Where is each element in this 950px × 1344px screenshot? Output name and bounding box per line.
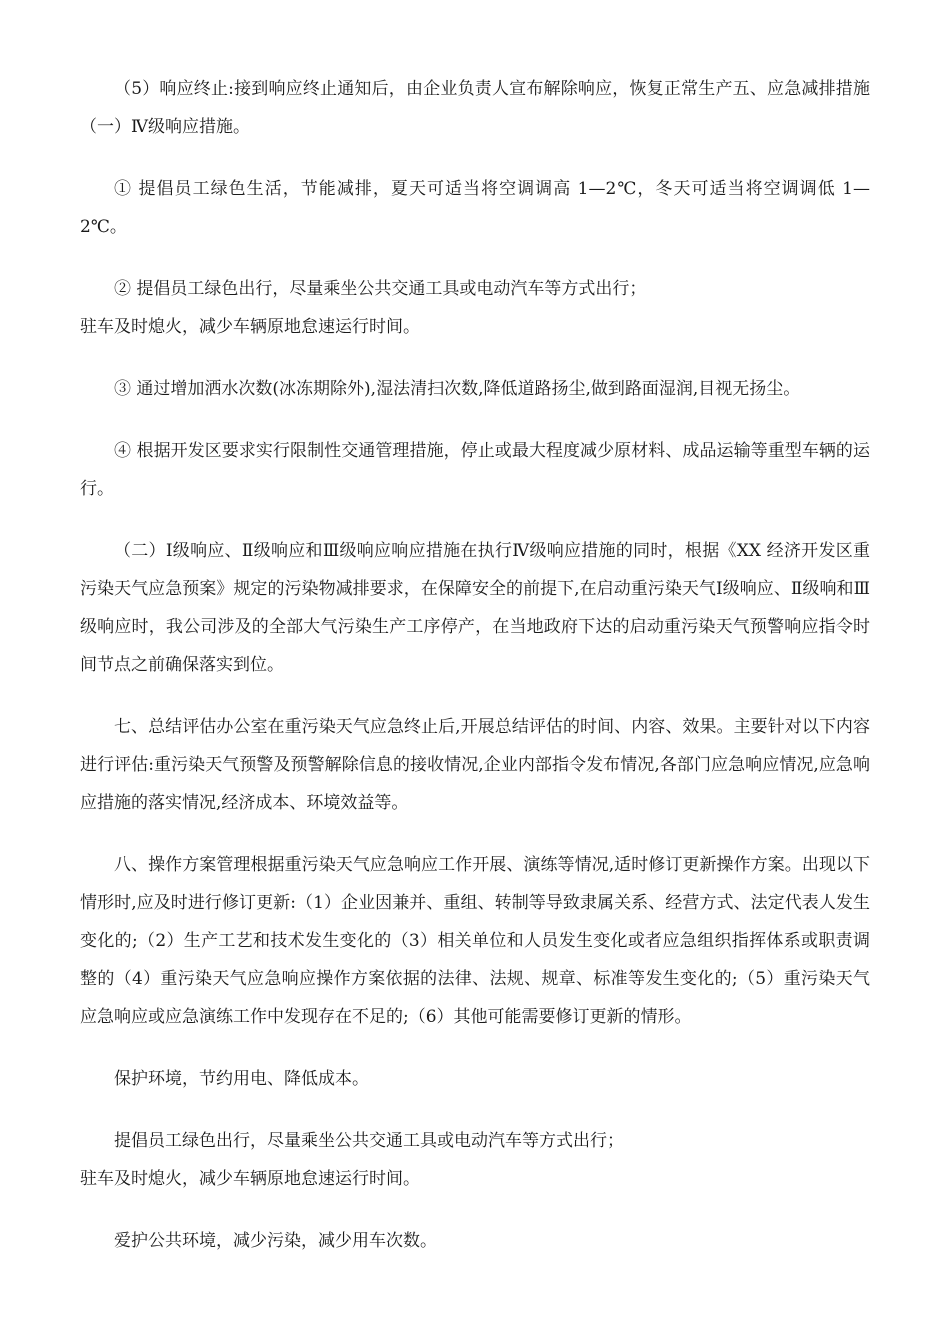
paragraph-measure-2: ② 提倡员工绿色出行，尽量乘坐公共交通工具或电动汽车等方式出行； [114,279,647,299]
paragraph-green-travel-continued: 驻车及时熄火，减少车辆原地怠速运行时间。 [80,1169,420,1189]
paragraph-level-responses: （二）Ⅰ级响应、Ⅱ级响应和Ⅲ级响应响应措施在执行Ⅳ级响应措施的同时，根据《XX 经济开发区重污染天气应急预案》规定的污染物减排要求，在保障安全的前提下,在启动重污染天气Ⅰ级响应、Ⅱ级响和Ⅲ级响应时，我公司涉及的全部大气污染生产工序停产，在当地政府下达的启动重污染天气预警响应指令时间节点之前确保落实到位。 [80,541,870,675]
paragraph-measure-1: ① 提倡员工绿色生活，节能减排，夏天可适当将空调调高 1—2℃，冬天可适当将空调调低 1—2℃。 [80,179,870,237]
paragraph-protect-environment: 保护环境，节约用电、降低成本。 [114,1069,369,1089]
paragraph-summary-evaluation: 七、总结评估办公室在重污染天气应急终止后,开展总结评估的时间、内容、效果。主要针对以下内容进行评估:重污染天气预警及预警解除信息的接收情况,企业内部指令发布情况,各部门应急响应情况,应急响应措施的落实情况,经济成本、环境效益等。 [80,717,870,813]
paragraph-measure-4: ④ 根据开发区要求实行限制性交通管理措施，停止或最大程度减少原材料、成品运输等重型车辆的运行。 [80,441,870,499]
paragraph-measure-2-continued: 驻车及时熄火，减少车辆原地怠速运行时间。 [80,317,420,337]
paragraph-green-travel: 提倡员工绿色出行，尽量乘坐公共交通工具或电动汽车等方式出行； [114,1131,624,1151]
document-page [80,70,870,1260]
paragraph-plan-management: 八、操作方案管理根据重污染天气应急响应工作开展、演练等情况,适时修订更新操作方案。出现以下情形时,应及时进行修订更新:（1）企业因兼并、重组、转制等导致隶属关系、经营方式、法定代表人发生变化的;（2）生产工艺和技术发生变化的（3）相关单位和人员发生变化或者应急组织指挥体系或职责调整的（4）重污染天气应急响应操作方案依据的法律、法规、规章、标准等发生变化的;（5）重污染天气应急响应或应急演练工作中发现存在不足的;（6）其他可能需要修订更新的情形。 [80,855,870,1027]
paragraph-response-termination: （5）响应终止:接到响应终止通知后，由企业负责人宣布解除响应，恢复正常生产五、应急减排措施（一）Ⅳ级响应措施。 [80,79,870,137]
paragraph-public-environment: 爱护公共环境，减少污染，减少用车次数。 [114,1231,437,1251]
paragraph-measure-3: ③ 通过增加洒水次数(冰冻期除外),湿法清扫次数,降低道路扬尘,做到路面湿润,目视无扬尘。 [114,379,801,399]
